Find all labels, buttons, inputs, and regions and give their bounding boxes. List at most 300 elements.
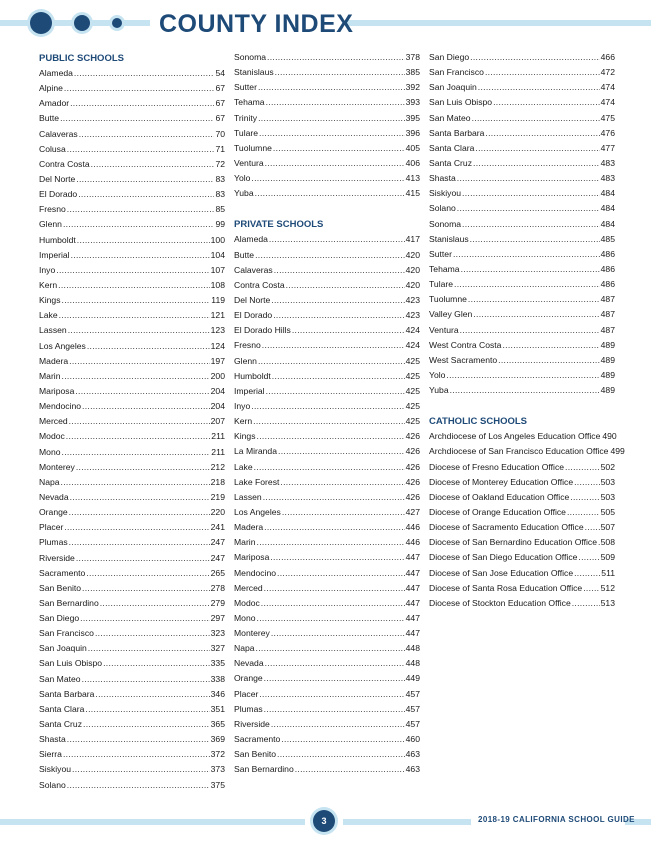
page-header: [0, 0, 651, 46]
county-name: Santa Cruz: [39, 719, 82, 730]
page-ref: 327: [210, 643, 225, 654]
page-ref: 463: [405, 749, 420, 760]
index-entry: [234, 384, 420, 399]
county-name: Orange: [39, 507, 68, 518]
page-ref: 489: [600, 339, 615, 350]
page-ref: 477: [600, 142, 615, 153]
index-entry: [234, 762, 420, 777]
dot-leader: [462, 217, 600, 232]
county-name: Tulare: [234, 127, 259, 138]
page-ref: 200: [210, 370, 225, 381]
page-ref: 484: [600, 188, 615, 199]
index-entry: [429, 475, 615, 490]
page-ref: 457: [405, 688, 420, 699]
page-ref: 71: [215, 143, 225, 154]
dot-leader: [86, 566, 209, 581]
county-name: West Sacramento: [429, 354, 498, 365]
county-name: Butte: [39, 113, 60, 124]
header-dot-small: [112, 18, 122, 28]
dot-leader: [59, 308, 210, 323]
page-ref: 490: [602, 431, 617, 442]
county-name: Fresno: [234, 340, 261, 351]
county-name: Diocese of San Jose Education Office: [429, 567, 574, 578]
county-name: Merced: [234, 582, 263, 593]
index-entry: [39, 369, 225, 384]
index-entry: [429, 95, 615, 110]
dot-leader: [256, 641, 405, 656]
page-ref: 472: [600, 67, 615, 78]
dot-leader: [570, 490, 599, 505]
dot-leader: [258, 80, 405, 95]
guide-title: 2018-19 CALIFORNIA SCHOOL GUIDE: [478, 815, 635, 824]
county-name: Alpine: [39, 83, 63, 94]
county-name: Riverside: [39, 552, 75, 563]
index-entry: [429, 535, 615, 550]
county-name: Napa: [234, 643, 255, 654]
index-entry: [234, 566, 420, 581]
county-name: Ventura: [234, 157, 264, 168]
index-entry: [429, 217, 615, 232]
index-entry: [39, 505, 225, 520]
page-ref: 279: [210, 597, 225, 608]
county-name: Inyo: [39, 264, 56, 275]
dot-leader: [485, 65, 600, 80]
page-ref: 503: [600, 476, 615, 487]
dot-leader: [583, 581, 599, 596]
dot-leader: [567, 505, 600, 520]
index-entry: [39, 293, 225, 308]
dot-leader: [69, 354, 210, 369]
county-name: Plumas: [234, 703, 263, 714]
index-entry: [39, 551, 225, 566]
dot-leader: [64, 81, 215, 96]
index-entry: [234, 687, 420, 702]
footer-band-left: [0, 819, 305, 825]
index-entry: [234, 232, 420, 247]
page-ref: 420: [405, 249, 420, 260]
page-ref: 427: [405, 506, 420, 517]
page-ref: 385: [405, 67, 420, 78]
county-name: Stanislaus: [429, 233, 469, 244]
index-entry: [429, 307, 615, 322]
index-entry: [39, 475, 225, 490]
county-name: Nevada: [234, 658, 264, 669]
index-entry: [234, 656, 420, 671]
county-name: Butte: [234, 249, 255, 260]
index-entry: [429, 520, 615, 535]
county-name: Solano: [39, 779, 66, 790]
county-name: Tuolumne: [429, 294, 467, 305]
dot-leader: [63, 747, 210, 762]
index-entry: [39, 611, 225, 626]
page-ref: 484: [600, 203, 615, 214]
page-ref: 463: [405, 764, 420, 775]
section-heading: CATHOLIC SCHOOLS: [429, 416, 527, 428]
page-ref: 423: [405, 310, 420, 321]
page-ref: 425: [405, 385, 420, 396]
index-entry: [39, 217, 225, 232]
index-entry: [234, 354, 420, 369]
county-name: Lake: [39, 310, 58, 321]
dot-leader: [473, 156, 600, 171]
page-ref: 212: [210, 461, 225, 472]
index-entry: [234, 293, 420, 308]
county-name: Sonoma: [234, 52, 267, 62]
index-entry: [39, 656, 225, 671]
dot-leader: [255, 186, 405, 201]
index-entry: [429, 247, 615, 262]
dot-leader: [262, 338, 405, 353]
county-name: Orange: [234, 673, 263, 684]
county-name: Tulare: [429, 279, 454, 290]
dot-leader: [74, 66, 215, 81]
page-ref: 486: [600, 248, 615, 259]
index-entry: [39, 157, 225, 172]
page-ref: 119: [211, 295, 225, 306]
page-ref: 417: [405, 234, 420, 245]
dot-leader: [255, 248, 405, 263]
county-name: Madera: [234, 522, 264, 533]
dot-leader: [277, 747, 405, 762]
index-entry: [39, 747, 225, 762]
index-entry: [234, 80, 420, 95]
index-entry: [39, 566, 225, 581]
page-ref: 466: [600, 52, 615, 62]
page-ref: 218: [210, 476, 225, 487]
page-ref: 474: [600, 82, 615, 93]
dot-leader: [254, 460, 405, 475]
page-ref: 67: [215, 83, 225, 94]
dot-leader: [259, 126, 405, 141]
dot-leader: [251, 171, 404, 186]
county-name: Kern: [234, 416, 253, 427]
index-entry: [39, 778, 225, 793]
index-entry: [429, 490, 615, 505]
page-ref: 447: [405, 612, 420, 623]
county-name: Tehama: [234, 97, 265, 108]
index-entry: [234, 156, 420, 171]
county-name: West Contra Costa: [429, 339, 502, 350]
page-ref: 396: [405, 127, 420, 138]
page-ref: 413: [405, 173, 420, 184]
county-name: San Francisco: [429, 67, 484, 78]
section-heading: PRIVATE SCHOOLS: [234, 219, 324, 231]
dot-leader: [485, 126, 599, 141]
county-name: Santa Cruz: [429, 157, 472, 168]
index-entry: [39, 460, 225, 475]
dot-leader: [460, 323, 600, 338]
page-ref: 457: [405, 703, 420, 714]
page-ref: 447: [405, 582, 420, 593]
index-entry: [234, 505, 420, 520]
dot-leader: [67, 142, 215, 157]
county-name: Glenn: [39, 219, 62, 230]
county-name: San Luis Obispo: [39, 658, 103, 669]
dot-leader: [264, 520, 405, 535]
index-entry: [429, 505, 615, 520]
index-entry: [234, 717, 420, 732]
dot-leader: [292, 323, 405, 338]
county-name: San Benito: [39, 582, 82, 593]
county-name: San Diego: [429, 52, 470, 62]
page-ref: 513: [600, 597, 615, 608]
dot-leader: [502, 338, 599, 353]
index-entry: [39, 641, 225, 656]
page-ref: 204: [210, 385, 225, 396]
page-ref: 448: [405, 643, 420, 654]
page-ref: 423: [405, 294, 420, 305]
page-ref: 485: [600, 233, 615, 244]
index-entry: [39, 762, 225, 777]
county-name: Merced: [39, 416, 68, 427]
page-ref: 395: [405, 112, 420, 123]
index-entry: [234, 626, 420, 641]
county-name: Riverside: [234, 718, 270, 729]
county-name: Amador: [39, 98, 70, 109]
dot-leader: [67, 202, 215, 217]
index-entry: [234, 50, 420, 65]
index-entry: [234, 171, 420, 186]
index-entry: [39, 172, 225, 187]
page-ref: 486: [600, 263, 615, 274]
page-ref: 489: [600, 354, 615, 365]
county-name: Lassen: [39, 325, 67, 336]
county-name: Diocese of San Diego Education Office: [429, 552, 578, 563]
dot-leader: [62, 445, 211, 460]
county-name: Kern: [39, 279, 58, 290]
page-ref: 278: [210, 582, 225, 593]
page-ref: 512: [600, 582, 615, 593]
county-name: Santa Barbara: [39, 688, 95, 699]
page-ref: 446: [405, 537, 420, 548]
dot-leader: [264, 581, 405, 596]
county-name: Yuba: [234, 188, 254, 199]
index-entry: [234, 520, 420, 535]
index-entry: [234, 535, 420, 550]
index-entry: [234, 126, 420, 141]
dot-leader: [56, 263, 209, 278]
dot-leader: [83, 717, 210, 732]
county-name: Tehama: [429, 263, 460, 274]
dot-leader: [271, 293, 404, 308]
dot-leader: [69, 414, 210, 429]
section-spacer: [234, 201, 420, 216]
county-name: Sutter: [429, 248, 452, 259]
page-ref: 420: [405, 279, 420, 290]
index-entry: [39, 399, 225, 414]
page-ref: 509: [600, 552, 615, 563]
county-name: Contra Costa: [234, 279, 285, 290]
page-ref: 447: [405, 567, 420, 578]
page-ref: 297: [210, 613, 225, 624]
page-ref: 505: [600, 506, 615, 517]
dot-leader: [251, 399, 404, 414]
index-entry: [429, 338, 615, 353]
dot-leader: [295, 762, 405, 777]
index-entry: [39, 263, 225, 278]
page-ref: 323: [210, 628, 225, 639]
index-entry: [39, 202, 225, 217]
index-entry: [429, 262, 615, 277]
index-entry: [234, 414, 420, 429]
county-name: Del Norte: [39, 173, 76, 184]
page-ref: 489: [600, 385, 615, 396]
page-ref: 502: [600, 461, 615, 472]
index-entry: [39, 732, 225, 747]
page-ref: 425: [405, 370, 420, 381]
index-entry: [234, 111, 420, 126]
county-name: La Miranda: [234, 446, 277, 457]
page-ref: 351: [210, 703, 225, 714]
index-entry: [429, 596, 615, 611]
dot-leader: [66, 429, 211, 444]
dot-leader: [71, 248, 210, 263]
county-name: Sonoma: [429, 218, 462, 229]
dot-leader: [75, 384, 209, 399]
page-ref: 211: [211, 431, 225, 442]
dot-leader: [82, 581, 210, 596]
dot-leader: [257, 429, 405, 444]
dot-leader: [261, 596, 405, 611]
index-entry: [234, 369, 420, 384]
dot-leader: [61, 475, 210, 490]
page-ref: 241: [210, 522, 225, 533]
page-ref: 487: [600, 324, 615, 335]
county-name: Los Angeles: [39, 340, 86, 351]
index-entry: [234, 338, 420, 353]
page-ref: 460: [405, 734, 420, 745]
header-band-left: [0, 20, 30, 26]
dot-leader: [67, 732, 210, 747]
index-entry: [234, 263, 420, 278]
page-ref: 121: [210, 310, 225, 321]
header-band-segment: [90, 20, 112, 26]
index-entry: [39, 672, 225, 687]
index-entry: [39, 445, 225, 460]
dot-leader: [270, 550, 404, 565]
county-name: Yolo: [234, 173, 251, 184]
dot-leader: [264, 671, 405, 686]
dot-leader: [80, 611, 210, 626]
page-ref: 392: [405, 82, 420, 93]
dot-leader: [91, 157, 215, 172]
county-name: Mendocino: [39, 401, 82, 412]
county-name: Sierra: [39, 749, 62, 760]
page-ref: 426: [405, 446, 420, 457]
county-name: San Diego: [39, 613, 80, 624]
county-name: Calaveras: [39, 128, 78, 139]
index-entry: [234, 65, 420, 80]
county-name: Modoc: [234, 597, 260, 608]
dot-leader: [70, 96, 214, 111]
dot-leader: [62, 293, 211, 308]
dot-leader: [278, 444, 405, 459]
dot-leader: [277, 566, 405, 581]
county-name: Diocese of San Bernardino Education Office: [429, 537, 597, 548]
index-entry: [39, 323, 225, 338]
page-ref: 220: [210, 507, 225, 518]
county-name: Santa Barbara: [429, 127, 485, 138]
index-entry: [429, 277, 615, 292]
index-entry: [234, 581, 420, 596]
page-ref: 108: [210, 279, 225, 290]
county-name: Diocese of Fresno Education Office: [429, 461, 565, 472]
page-ref: 457: [405, 718, 420, 729]
county-name: San Bernardino: [39, 597, 99, 608]
page-ref: 338: [210, 673, 225, 684]
page-ref: 369: [210, 734, 225, 745]
page-ref: 378: [405, 52, 420, 62]
dot-leader: [76, 551, 210, 566]
county-name: Napa: [39, 476, 60, 487]
dot-leader: [69, 535, 210, 550]
dot-leader: [68, 323, 210, 338]
county-name: Kings: [39, 295, 61, 306]
index-entry: [429, 80, 615, 95]
dot-leader: [470, 50, 600, 65]
dot-leader: [64, 520, 209, 535]
county-name: Diocese of Oakland Education Office: [429, 491, 570, 502]
index-entry: [39, 278, 225, 293]
dot-leader: [258, 354, 405, 369]
dot-leader: [266, 95, 405, 110]
page-ref: 489: [600, 369, 615, 380]
index-entry: [39, 717, 225, 732]
page-number: 3: [313, 810, 335, 832]
index-entry: [39, 111, 225, 126]
county-name: Valley Glen: [429, 309, 473, 320]
index-entry: [234, 550, 420, 565]
county-name: Mono: [234, 612, 256, 623]
dot-leader: [60, 111, 214, 126]
index-entry: [429, 550, 615, 565]
dot-leader: [264, 702, 405, 717]
county-name: San Joaquin: [429, 82, 477, 93]
page-ref: 511: [601, 567, 615, 578]
dot-leader: [585, 520, 600, 535]
page-ref: 475: [600, 112, 615, 123]
page-ref: 424: [405, 325, 420, 336]
dot-leader: [574, 566, 600, 581]
index-entry: [39, 414, 225, 429]
page-ref: 476: [600, 127, 615, 138]
page-ref: 486: [600, 279, 615, 290]
county-name: San Mateo: [39, 673, 81, 684]
index-entry: [39, 339, 225, 354]
county-name: Alameda: [39, 68, 73, 78]
dot-leader: [103, 656, 210, 671]
dot-leader: [274, 263, 405, 278]
dot-leader: [478, 80, 600, 95]
index-entry: [234, 444, 420, 459]
county-name: Sacramento: [39, 567, 86, 578]
index-entry: [234, 641, 420, 656]
dot-leader: [450, 383, 600, 398]
index-column-1: [39, 50, 225, 793]
dot-leader: [453, 247, 600, 262]
county-name: Imperial: [234, 385, 265, 396]
footer-band-middle: [343, 819, 471, 825]
county-name: Lake: [234, 461, 253, 472]
county-name: San Francisco: [39, 628, 94, 639]
dot-leader: [265, 156, 405, 171]
index-entry: [234, 186, 420, 201]
index-entry: [39, 354, 225, 369]
page-ref: 100: [210, 234, 225, 245]
page-ref: 70: [215, 128, 225, 139]
header-band-segment: [52, 20, 74, 26]
dot-leader: [72, 762, 210, 777]
